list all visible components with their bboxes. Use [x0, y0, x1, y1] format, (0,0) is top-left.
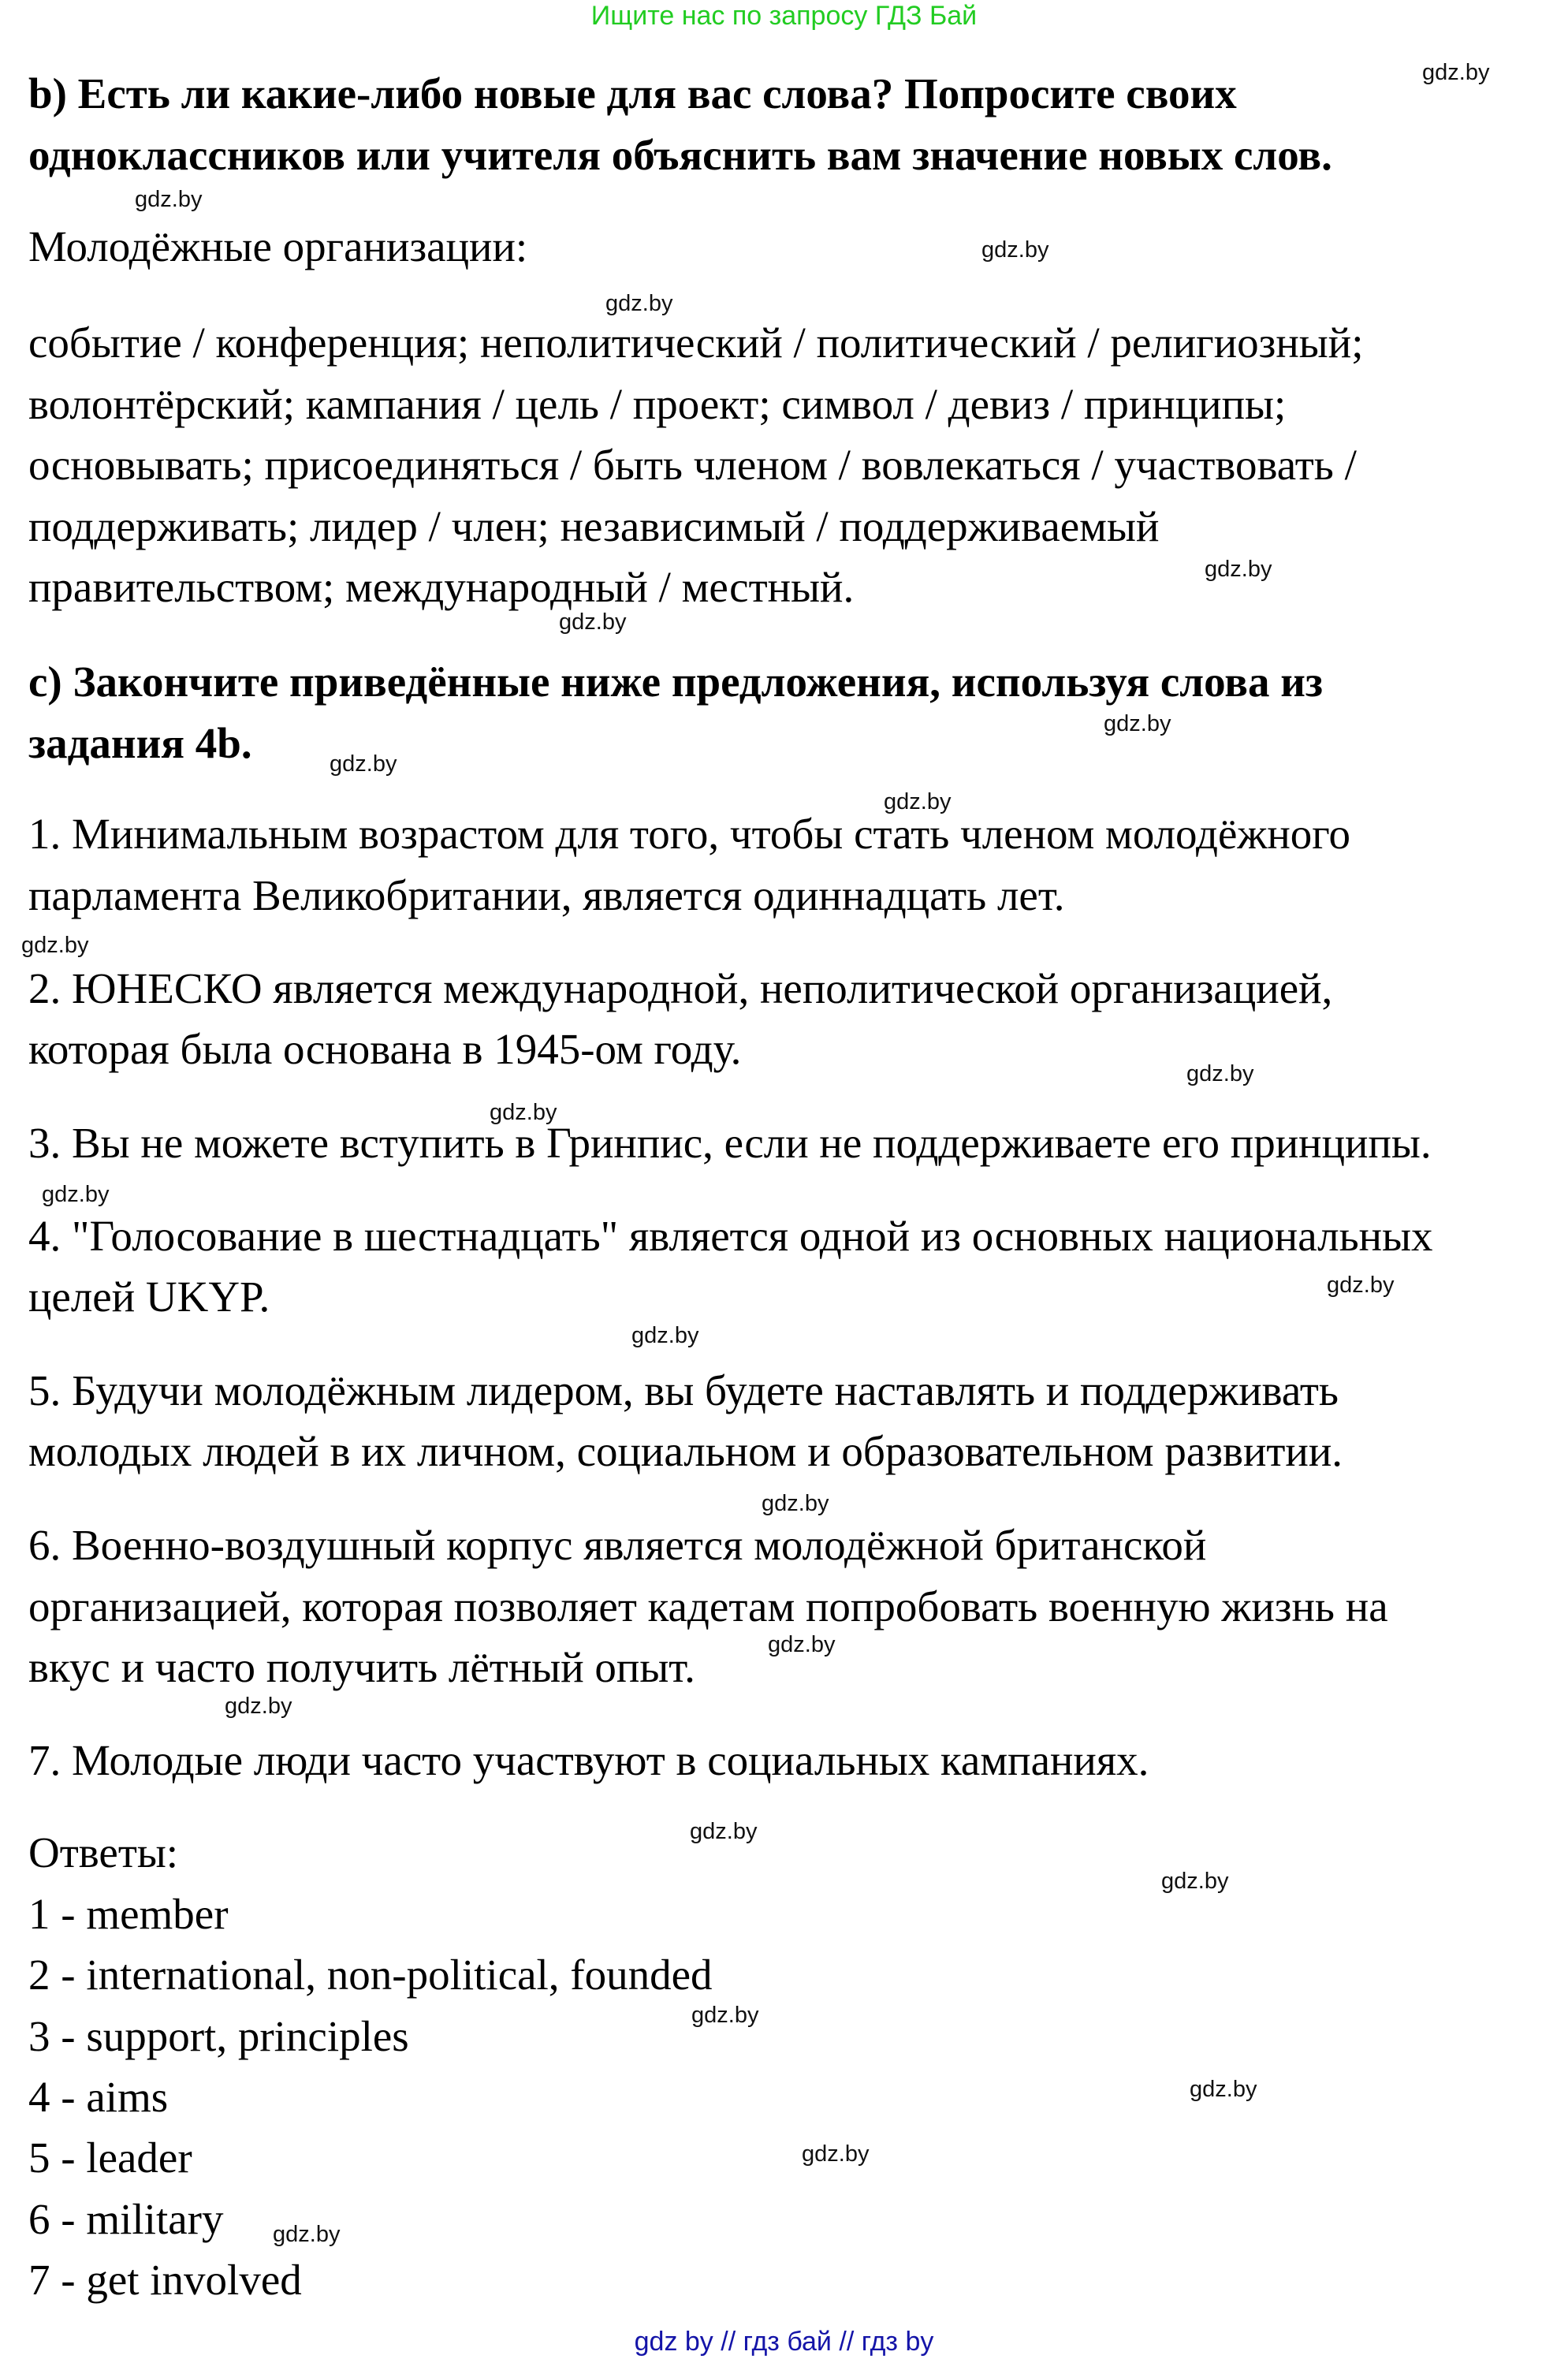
watermark: gdz.by — [225, 1694, 292, 1719]
sentence-7-line-1: 7. Молодые люди часто участвуют в социальных кампаниях. — [28, 1736, 1149, 1784]
answer-2: 2 - international, non-political, founded — [28, 1951, 713, 1999]
words-line-2: волонтёрский; кампания / цель / проект; символ / девиз / принципы; — [28, 380, 1287, 428]
watermark: gdz.by — [330, 751, 397, 777]
answers-title: Ответы: — [28, 1828, 179, 1876]
sentence-4-line-2: целей UKYP. — [28, 1273, 270, 1321]
watermark: gdz.by — [802, 2141, 870, 2167]
watermark: gdz.by — [631, 1323, 699, 1348]
sentence-6-line-2: организацией, которая позволяет кадетам попробовать военную жизнь на — [28, 1582, 1388, 1630]
watermark: gdz.by — [273, 2222, 341, 2247]
answer-7: 7 - get involved — [28, 2256, 302, 2304]
words-line-5: правительством; международный / местный. — [28, 563, 855, 611]
bottom-banner[interactable]: gdz by // гдз бай // гдз by — [634, 2327, 934, 2357]
top-banner[interactable]: Ищите нас по запросу ГДЗ Бай — [590, 1, 978, 31]
section-b-heading-line-2: одноклассников или учителя объяснить вам значение новых слов. — [28, 131, 1332, 179]
sentence-6-line-3: вкус и часто получить лётный опыт. — [28, 1643, 695, 1691]
sentence-2-line-1: 2. ЮНЕСКО является международной, неполитической организацией, — [28, 964, 1333, 1012]
watermark: gdz.by — [1205, 557, 1272, 582]
sentence-4-line-1: 4. "Голосование в шестнадцать" является одной из основных национальных — [28, 1212, 1433, 1260]
watermark: gdz.by — [884, 789, 952, 814]
answer-4: 4 - aims — [28, 2073, 169, 2121]
words-line-4: поддерживать; лидер / член; независимый / поддерживаемый — [28, 502, 1160, 550]
sentence-6-line-1: 6. Военно-воздушный корпус является молодёжной британской — [28, 1521, 1207, 1569]
section-c-heading-line-2: задания 4b. — [28, 719, 252, 767]
watermark: gdz.by — [691, 2003, 759, 2028]
watermark: gdz.by — [1327, 1273, 1395, 1298]
watermark: gdz.by — [42, 1182, 110, 1207]
watermark: gdz.by — [21, 933, 89, 958]
watermark: gdz.by — [768, 1632, 836, 1657]
section-b-subtitle: Молодёжные организации: — [28, 222, 528, 270]
sentence-3-line-1: 3. Вы не можете вступить в Гринпис, если не поддерживаете его принципы. — [28, 1119, 1432, 1167]
watermark: gdz.by — [559, 609, 627, 635]
watermark: gdz.by — [1161, 1869, 1229, 1894]
watermark: gdz.by — [490, 1100, 557, 1125]
answer-1: 1 - member — [28, 1890, 229, 1938]
sentence-5-line-2: молодых людей в их личном, социальном и образовательном развитии. — [28, 1427, 1343, 1475]
words-line-1: событие / конференция; неполитический / политический / религиозный; — [28, 319, 1364, 367]
answer-5: 5 - leader — [28, 2134, 192, 2182]
watermark: gdz.by — [1104, 711, 1171, 736]
watermark: gdz.by — [1186, 1061, 1254, 1086]
watermark: gdz.by — [981, 237, 1049, 263]
watermark: gdz.by — [605, 291, 673, 316]
sentence-1-line-2: парламента Великобритании, является одиннадцать лет. — [28, 871, 1065, 919]
answer-6: 6 - military — [28, 2195, 224, 2243]
sentence-2-line-2: которая была основана в 1945-ом году. — [28, 1025, 742, 1073]
sentence-5-line-1: 5. Будучи молодёжным лидером, вы будете наставлять и поддерживать — [28, 1366, 1339, 1414]
section-c-heading-line-1: c) Закончите приведённые ниже предложения, используя слова из — [28, 658, 1324, 706]
sentence-1-line-1: 1. Минимальным возрастом для того, чтобы стать членом молодёжного — [28, 810, 1350, 858]
watermark: gdz.by — [762, 1491, 829, 1516]
watermark: gdz.by — [690, 1819, 758, 1844]
watermark: gdz.by — [1190, 2077, 1257, 2102]
section-b-heading-line-1: b) Есть ли какие-либо новые для вас слова? Попросите своих — [28, 69, 1237, 117]
answer-3: 3 - support, principles — [28, 2012, 409, 2060]
words-line-3: основывать; присоединяться / быть членом / вовлекаться / участвовать / — [28, 441, 1357, 489]
watermark: gdz.by — [135, 187, 203, 212]
watermark: gdz.by — [1422, 60, 1490, 85]
